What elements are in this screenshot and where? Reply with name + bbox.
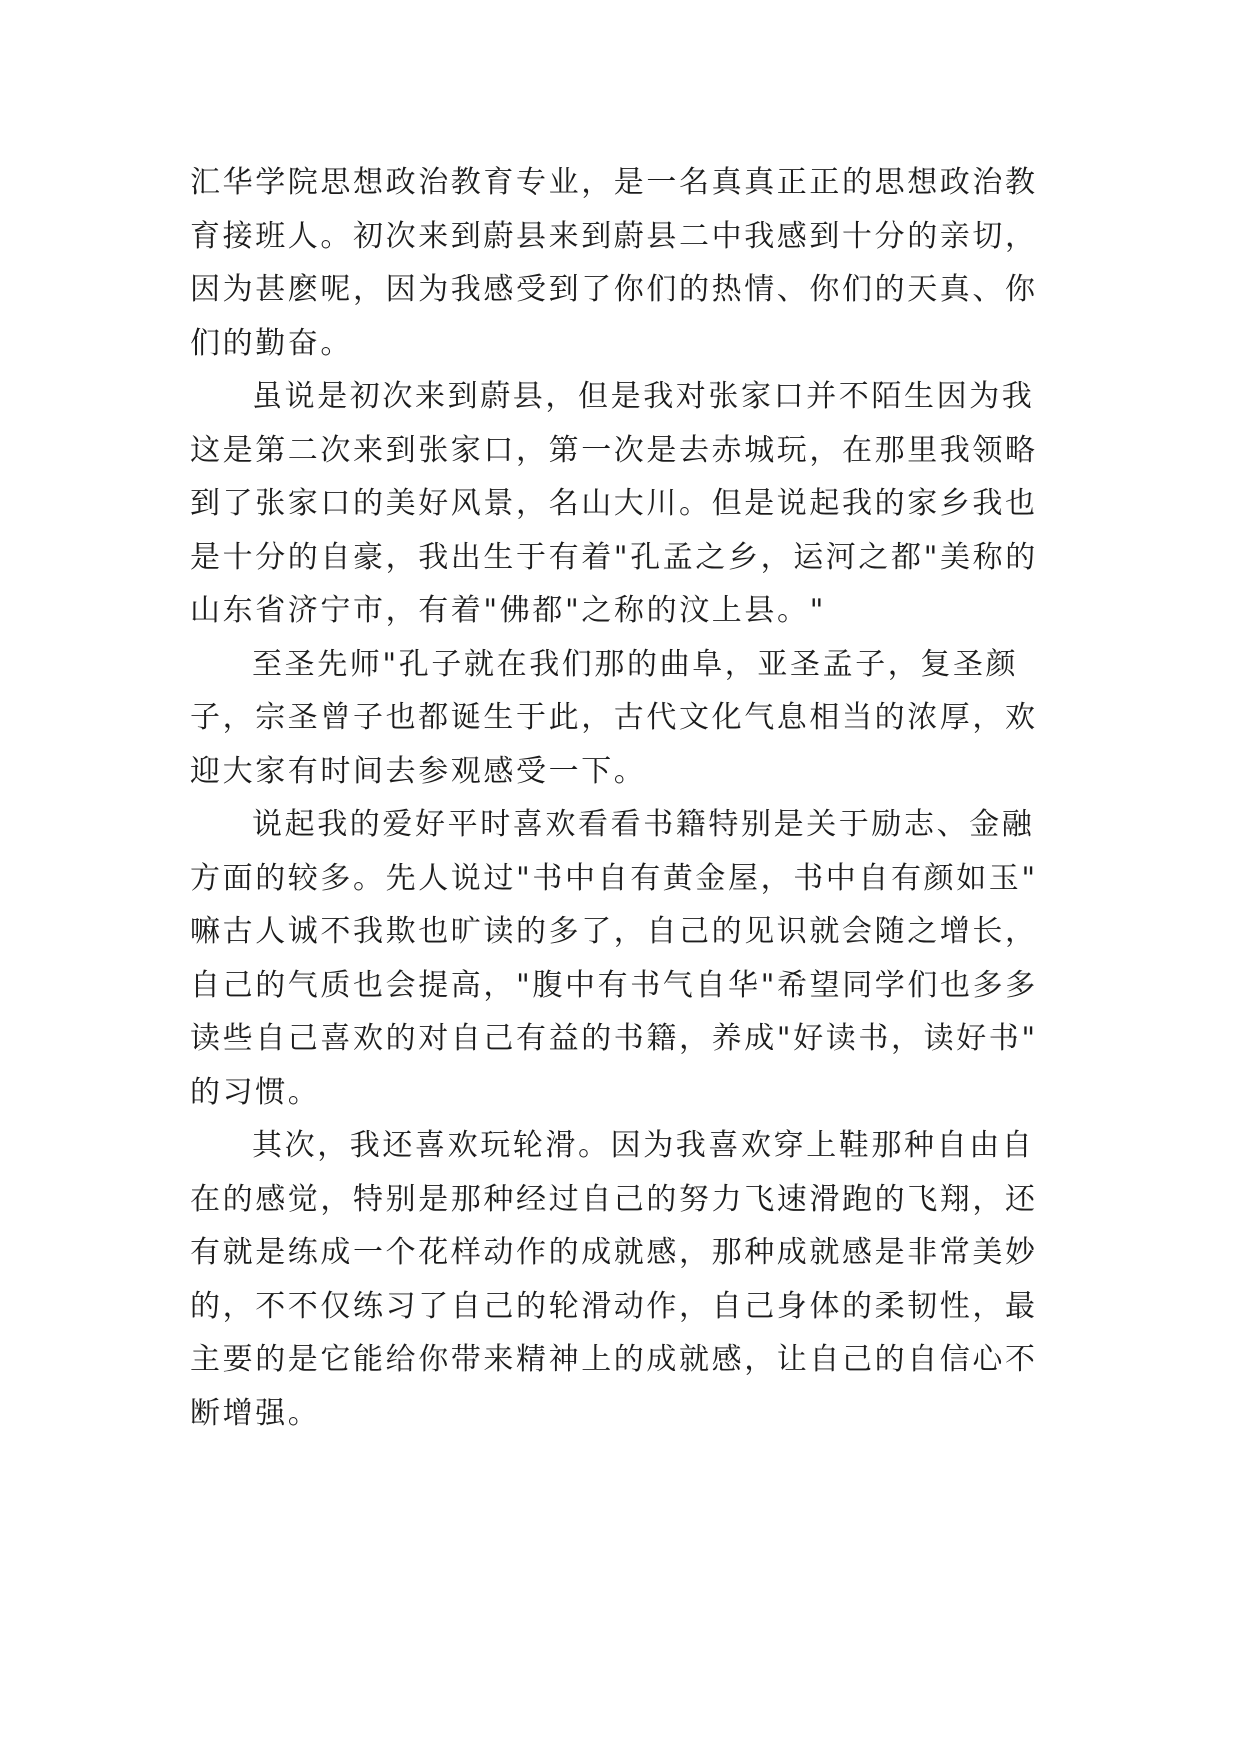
text-line: 的，不不仅练习了自己的轮滑动作，自己身体的柔韧性，最 bbox=[190, 1288, 1038, 1324]
text-line: 是十分的自豪，我出生于有着"孔孟之乡，运河之都"美称的 bbox=[190, 539, 1038, 575]
text-line: 断增强。 bbox=[190, 1395, 321, 1431]
text-line: 主要的是它能给你带来精神上的成就感，让自己的自信心不 bbox=[190, 1342, 1038, 1377]
text-line: 的习惯。 bbox=[190, 1074, 321, 1110]
paragraph bbox=[190, 1119, 1052, 1440]
text-line: 嘛古人诚不我欺也旷读的多了，自己的见识就会随之增长， bbox=[190, 914, 1038, 949]
text-line: 在的感觉，特别是那种经过自己的努力飞速滑跑的飞翔，还 bbox=[190, 1181, 1038, 1217]
text-line: 至圣先师"孔子就在我们那的曲阜，亚圣孟子，复圣颜 bbox=[252, 646, 1019, 682]
text-line: 自己的气质也会提高，"腹中有书气自华"希望同学们也多多 bbox=[190, 967, 1038, 1003]
text-line: 到了张家口的美好风景，名山大川。但是说起我的家乡我也 bbox=[190, 486, 1038, 521]
text-line: 子，宗圣曾子也都诞生于此，古代文化气息相当的浓厚，欢 bbox=[190, 700, 1038, 735]
paragraph bbox=[190, 798, 1052, 1119]
paragraph bbox=[190, 370, 1052, 638]
text-line: 育接班人。初次来到蔚县来到蔚县二中我感到十分的亲切， bbox=[190, 218, 1038, 254]
text-line: 虽说是初次来到蔚县，但是我对张家口并不陌生因为我 bbox=[252, 379, 1035, 414]
document-body bbox=[190, 156, 1052, 1440]
paragraph bbox=[190, 156, 1052, 370]
text-line: 因为甚麽呢，因为我感受到了你们的热情、你们的天真、你 bbox=[190, 272, 1038, 307]
text-line: 其次，我还喜欢玩轮滑。因为我喜欢穿上鞋那种自由自 bbox=[252, 1128, 1035, 1163]
text-line: 读些自己喜欢的对自己有益的书籍，养成"好读书，读好书" bbox=[190, 1021, 1038, 1056]
text-line: 这是第二次来到张家口，第一次是去赤城玩，在那里我领略 bbox=[190, 432, 1038, 468]
paragraph bbox=[190, 638, 1052, 799]
text-line: 说起我的爱好平时喜欢看看书籍特别是关于励志、金融 bbox=[252, 807, 1035, 842]
text-line: 有就是练成一个花样动作的成就感，那种成就感是非常美妙 bbox=[190, 1235, 1038, 1270]
text-line: 迎大家有时间去参观感受一下。 bbox=[190, 753, 647, 789]
text-line: 方面的较多。先人说过"书中自有黄金屋，书中自有颜如玉" bbox=[190, 860, 1038, 896]
text-line: 山东省济宁市，有着"佛都"之称的汶上县。" bbox=[190, 593, 826, 628]
text-line: 们的勤奋。 bbox=[190, 325, 353, 361]
text-line: 汇华学院思想政治教育专业，是一名真真正正的思想政治教 bbox=[190, 165, 1038, 200]
